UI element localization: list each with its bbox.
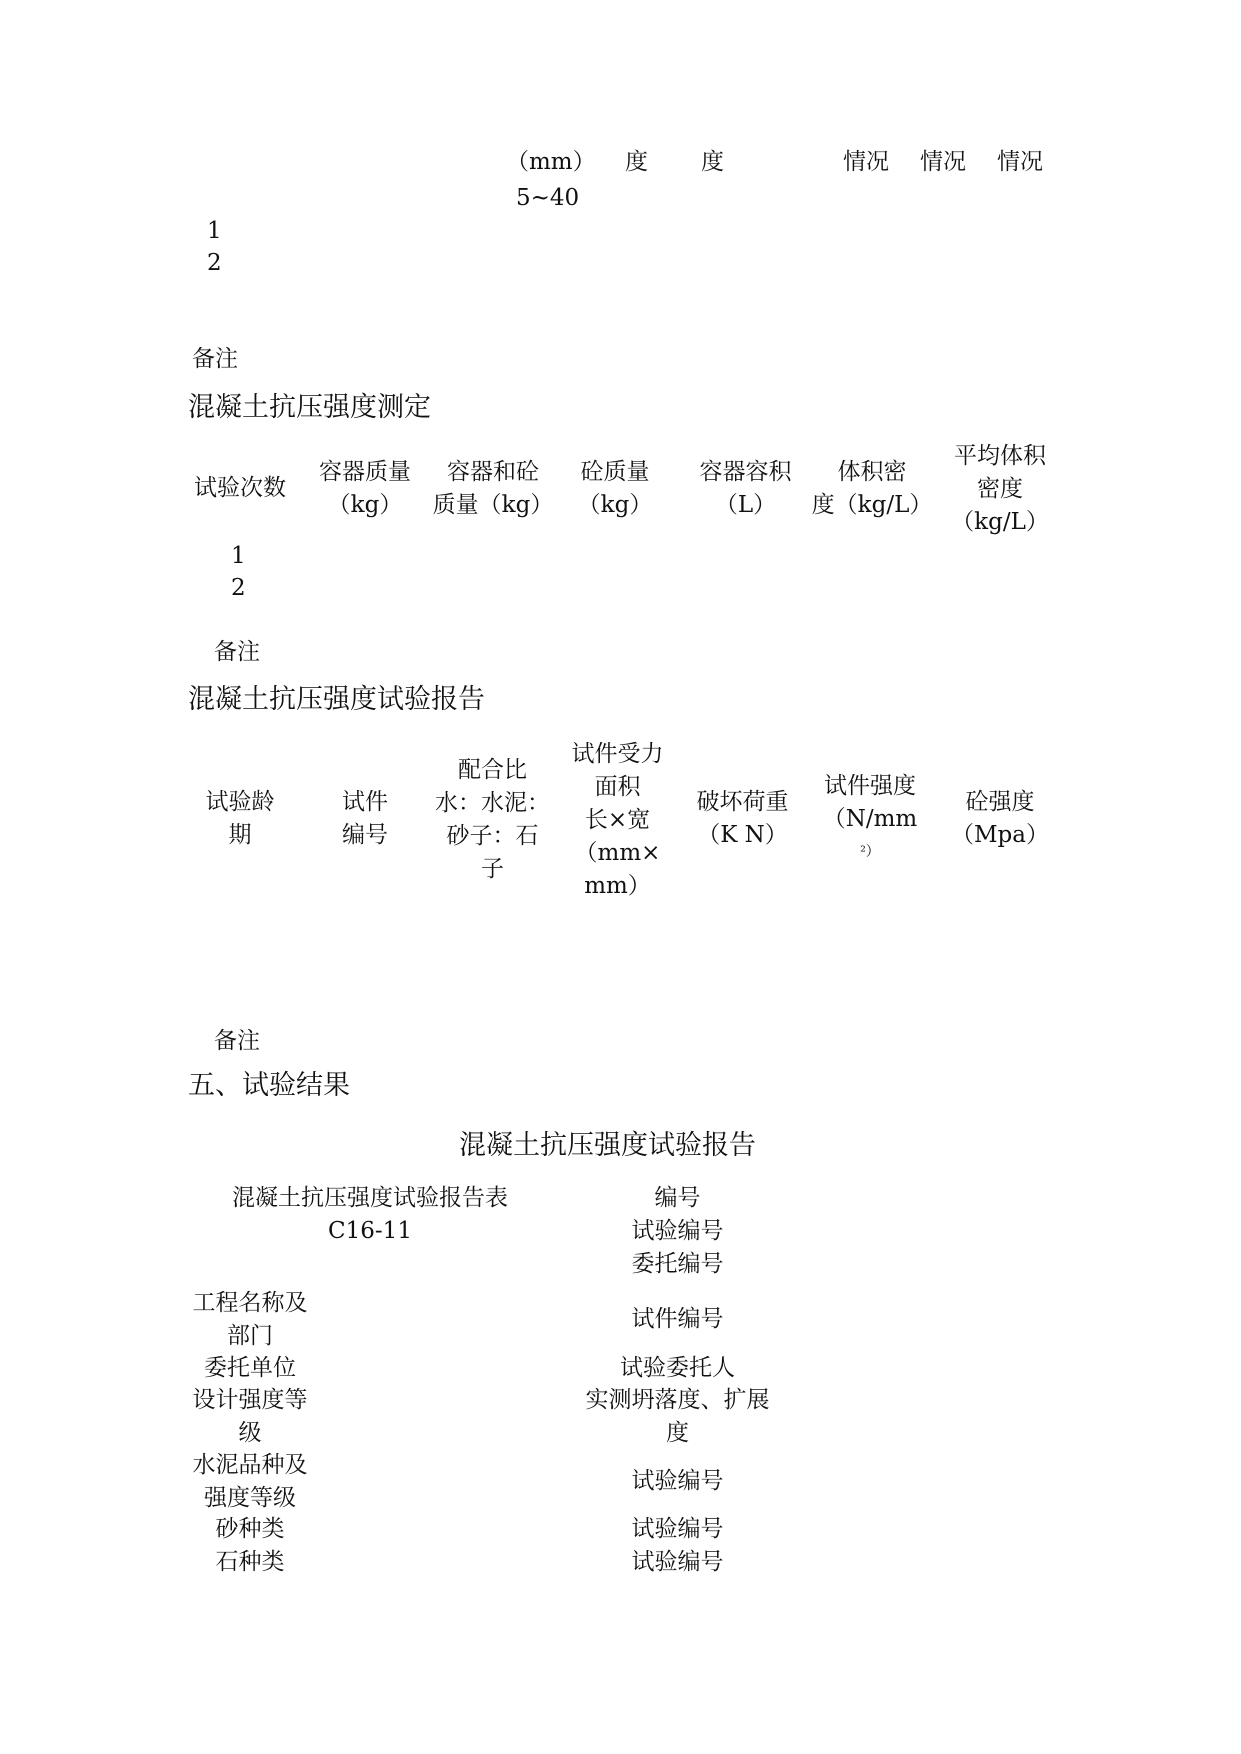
density-remark: 备注 <box>214 639 260 665</box>
field-label-project-name: 工程名称及 部门 <box>192 1290 308 1349</box>
strength-header-specimen-strength: 试件强度 （N/mm ²） <box>822 773 918 860</box>
top-table-header-condition-3: 情况 <box>997 149 1043 175</box>
top-table-header-condition-1: 情况 <box>843 149 889 175</box>
density-header-average-density: 平均体积 密度 （kg/L） <box>951 443 1049 535</box>
density-header-container-concrete-mass: 容器和砼 质量（kg） <box>432 459 554 518</box>
density-header-container-volume: 容器容积 （L） <box>699 459 792 518</box>
density-section-title: 混凝土抗压强度测定 <box>188 392 431 423</box>
field-label-specimen-number: 试件编号 <box>631 1306 724 1332</box>
field-label-test-client: 试验委托人 <box>620 1355 735 1381</box>
field-label-cement-type: 水泥品种及 强度等级 <box>192 1452 308 1511</box>
strength-header-test-age: 试验龄 期 <box>205 789 275 848</box>
strength-header-failure-load: 破坏荷重 （K N） <box>696 789 789 848</box>
top-table-row-number: 1 <box>207 218 222 244</box>
field-label-test-number: 试验编号 <box>631 1549 724 1575</box>
density-header-bulk-density: 体积密 度（kg/L） <box>811 459 933 518</box>
strength-section-title: 混凝土抗压强度试验报告 <box>188 684 485 715</box>
top-table-size-value: 5~40 <box>516 185 580 211</box>
strength-header-mix-ratio: 配合比 水：水泥： 砂子：石 子 <box>435 757 550 882</box>
field-label-design-strength-grade: 设计强度等 级 <box>192 1387 308 1446</box>
density-header-container-mass: 容器质量 （kg） <box>319 459 411 518</box>
field-label-test-number: 试验编号 <box>631 1468 724 1494</box>
density-row-number: 1 <box>231 543 246 569</box>
report-form-name: 混凝土抗压强度试验报告表 C16-11 <box>232 1185 508 1244</box>
report-right-top-fields: 编号 试验编号 委托编号 <box>631 1185 724 1277</box>
top-table-row-number: 2 <box>207 250 222 276</box>
field-label-test-number: 试验编号 <box>631 1516 724 1542</box>
top-table-remark: 备注 <box>192 346 238 372</box>
top-table-header-condition-2: 情况 <box>920 149 966 175</box>
strength-header-bearing-area: 试件受力 面积 长×宽 （mm× mm） <box>571 741 664 899</box>
top-table-header-size: （mm） <box>506 149 596 175</box>
strength-header-concrete-strength: 砼强度 （Mpa） <box>951 789 1049 848</box>
results-heading: 五、试验结果 <box>188 1070 350 1101</box>
field-label-sand-type: 砂种类 <box>215 1516 285 1542</box>
density-row-number: 2 <box>231 575 246 601</box>
top-table-header-degree-1: 度 <box>625 149 648 175</box>
field-label-stone-type: 石种类 <box>215 1549 285 1575</box>
field-label-client-unit: 委托单位 <box>204 1355 296 1381</box>
strength-remark: 备注 <box>214 1028 260 1054</box>
report-title: 混凝土抗压强度试验报告 <box>459 1130 756 1161</box>
density-header-test-count: 试验次数 <box>194 475 286 501</box>
density-header-concrete-mass: 砼质量 （kg） <box>577 459 653 518</box>
strength-header-specimen-number: 试件 编号 <box>342 789 388 848</box>
top-table-header-degree-2: 度 <box>701 149 724 175</box>
field-label-slump-measured: 实测坍落度、扩展 度 <box>585 1387 770 1446</box>
